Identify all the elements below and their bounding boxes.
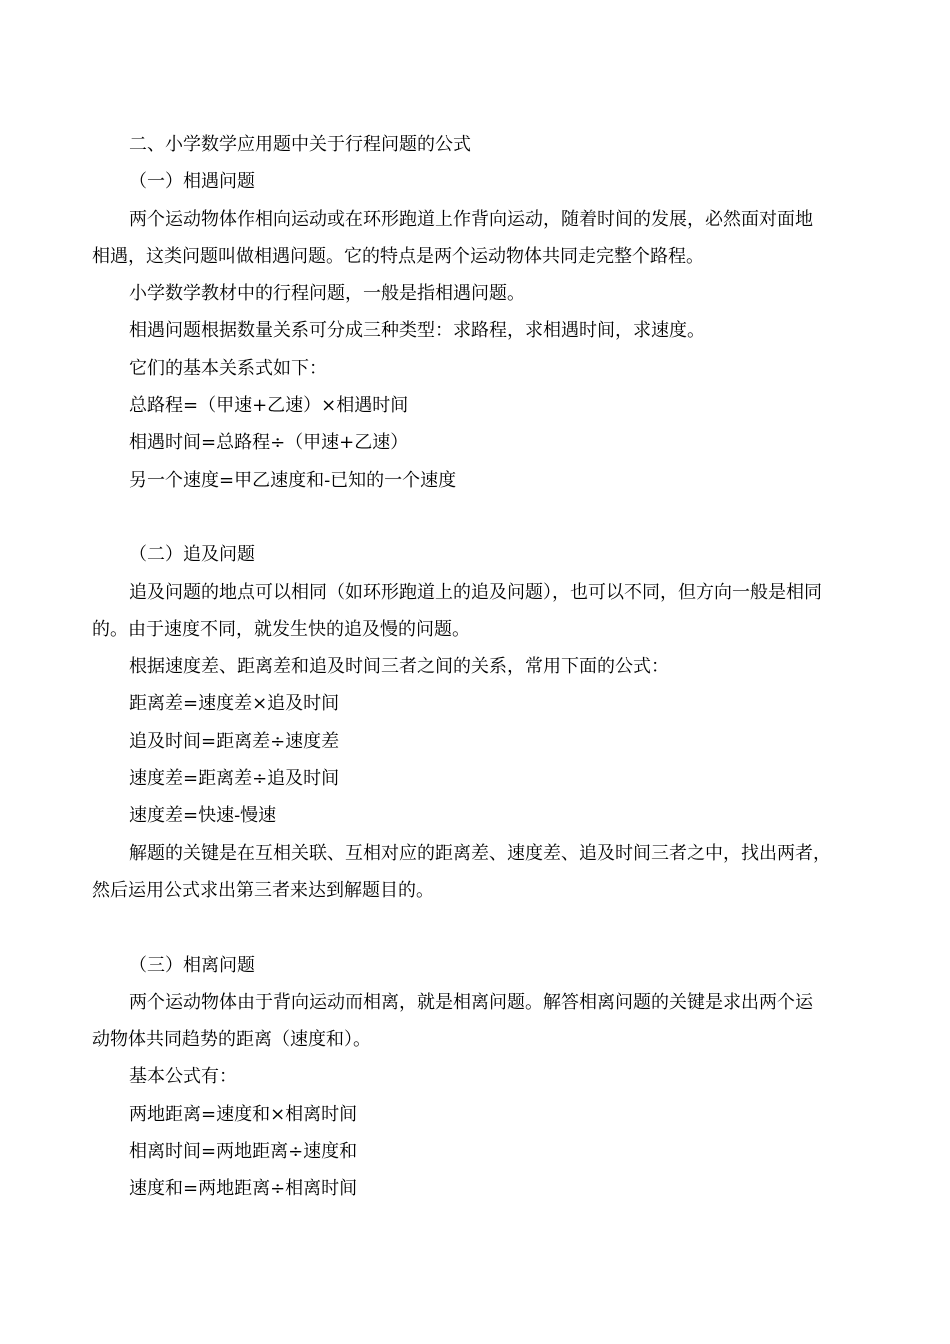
meeting-para2: 小学数学教材中的行程问题，一般是指相遇问题。	[129, 283, 525, 305]
chase-formula: 距离差=速度差×追及时间	[129, 693, 340, 715]
separation-formula: 两地距离=速度和×相离时间	[129, 1103, 358, 1125]
separation-para1-line2: 动物体共同趋势的距离（速度和）。	[92, 1029, 371, 1051]
chase-formula: 速度差=距离差÷追及时间	[129, 768, 340, 790]
document-title: 二、小学数学应用题中关于行程问题的公式	[129, 134, 471, 155]
chase-para1-line1: 追及问题的地点可以相同（如环形跑道上的追及问题），也可以不同，但方向一般是相同	[129, 581, 822, 603]
meeting-formula: 另一个速度=甲乙速度和-已知的一个速度	[129, 469, 457, 491]
meeting-para1-line1: 两个运动物体作相向运动或在环形跑道上作背向运动，随着时间的发展，必然面对面地	[129, 208, 813, 230]
meeting-para4: 它们的基本关系式如下：	[129, 357, 327, 379]
chase-para3-line1: 解题的关键是在互相关联、互相对应的距离差、速度差、追及时间三者之中，找出两者，	[129, 842, 831, 864]
chase-formula: 追及时间=距离差÷速度差	[129, 730, 340, 752]
paragraph-gap	[92, 909, 860, 946]
section-heading-meeting: （一）相遇问题	[129, 171, 255, 193]
document-page	[92, 126, 860, 1208]
separation-formula: 速度和=两地距离÷相离时间	[129, 1178, 358, 1200]
section-heading-chase: （二）追及问题	[129, 544, 255, 566]
chase-formula: 速度差=快速-慢速	[129, 805, 277, 827]
chase-para2: 根据速度差、距离差和追及时间三者之间的关系，常用下面的公式：	[129, 656, 669, 678]
meeting-formula: 相遇时间=总路程÷（甲速+乙速）	[129, 432, 409, 454]
separation-para1-line1: 两个运动物体由于背向运动而相离，就是相离问题。解答相离问题的关键是求出两个运	[129, 991, 813, 1013]
separation-formula: 相离时间=两地距离÷速度和	[129, 1141, 358, 1163]
chase-para3-line2: 然后运用公式求出第三者来达到解题目的。	[92, 879, 434, 901]
meeting-para3: 相遇问题根据数量关系可分成三种类型：求路程，求相遇时间，求速度。	[129, 320, 705, 342]
section-heading-separation: （三）相离问题	[129, 954, 255, 976]
paragraph-gap	[92, 499, 860, 536]
meeting-para1-line2: 相遇，这类问题叫做相遇问题。它的特点是两个运动物体共同走完整个路程。	[92, 245, 704, 267]
meeting-formula: 总路程=（甲速+乙速）×相遇时间	[129, 395, 409, 417]
chase-para1-line2: 的。由于速度不同，就发生快的追及慢的问题。	[92, 618, 470, 640]
separation-para2: 基本公式有：	[129, 1066, 237, 1088]
